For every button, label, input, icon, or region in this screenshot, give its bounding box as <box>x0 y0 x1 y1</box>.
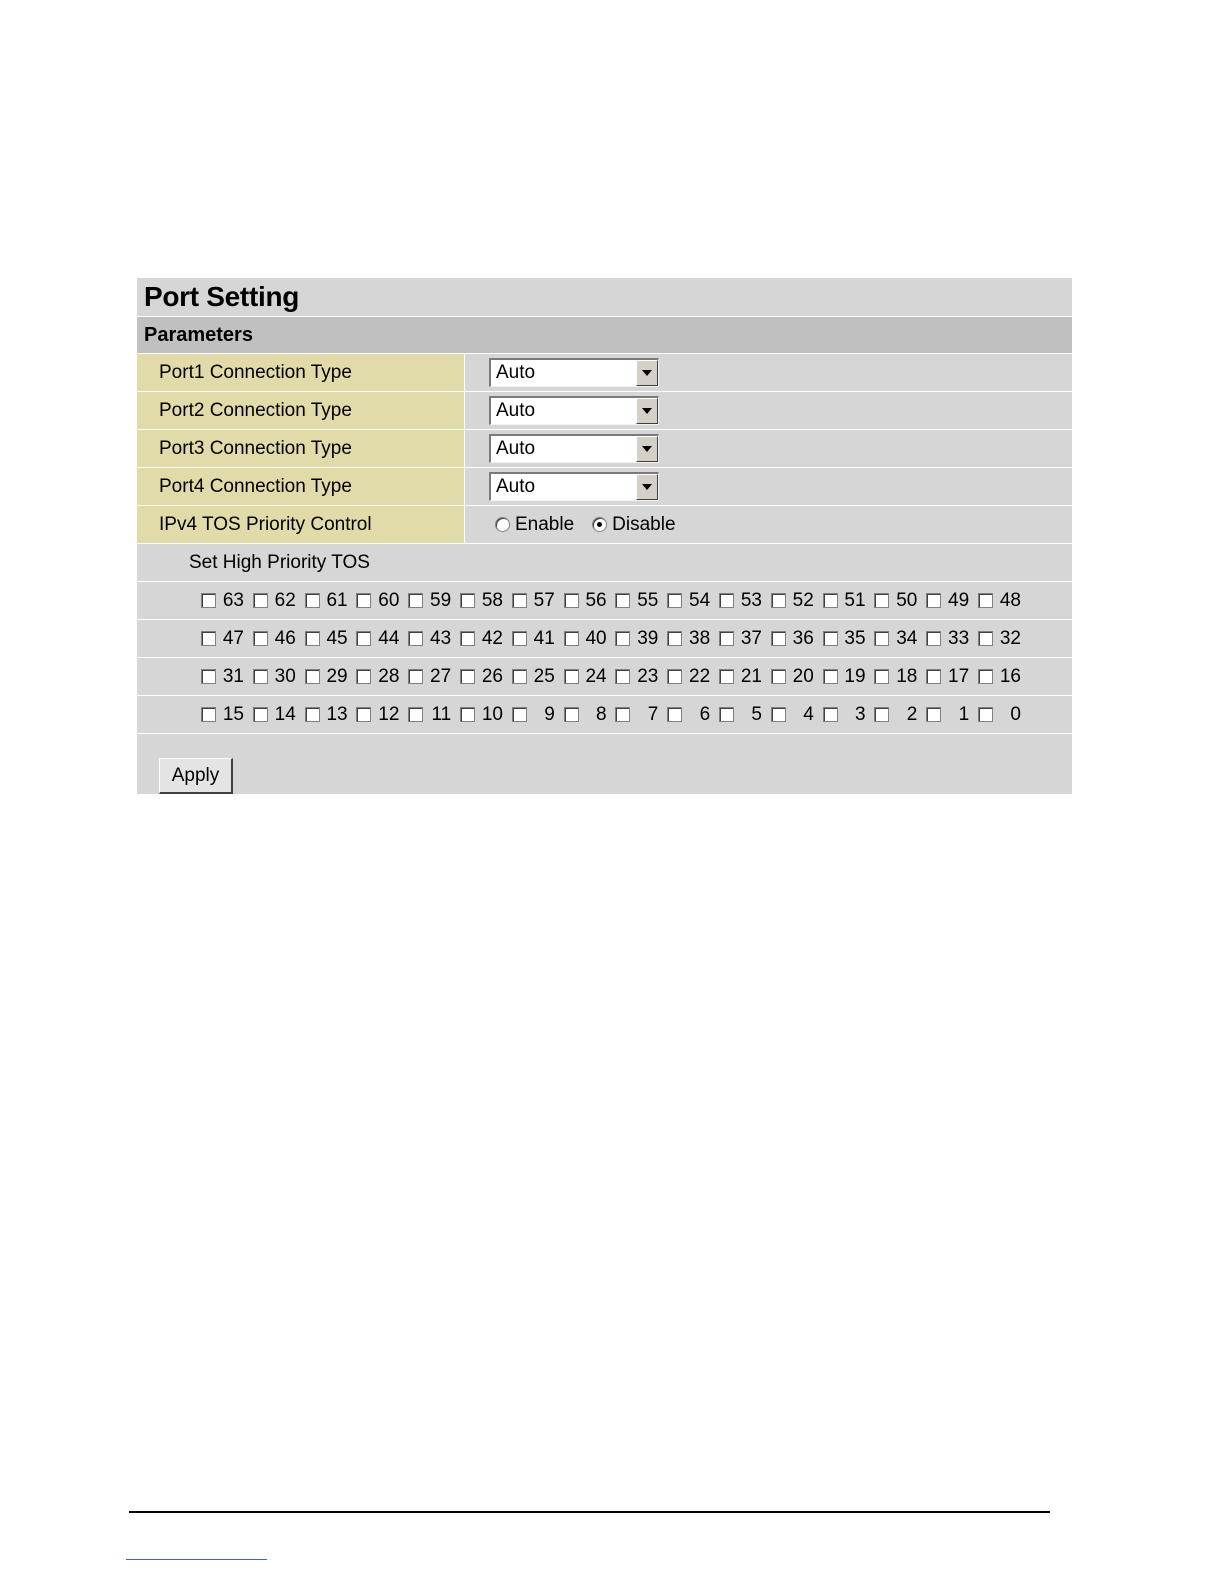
tos-checkbox[interactable] <box>926 669 941 684</box>
tos-checkbox[interactable] <box>201 707 216 722</box>
tos-checkbox-grid <box>137 582 1072 734</box>
tos-checkbox[interactable] <box>564 593 579 608</box>
tos-checkbox-label: 30 <box>274 665 296 687</box>
port4-selected-value: Auto <box>496 476 536 497</box>
tos-checkbox-label: 45 <box>326 627 348 649</box>
port2-dropdown-button[interactable] <box>636 398 658 424</box>
tos-checkbox-label: 32 <box>999 627 1021 649</box>
tos-checkbox-row <box>137 620 1072 658</box>
tos-checkbox-item[interactable] <box>564 590 616 612</box>
tos-checkbox-label: 15 <box>222 703 244 725</box>
tos-checkbox-label: 34 <box>896 627 918 649</box>
tos-checkbox-item[interactable] <box>460 666 512 688</box>
apply-area <box>137 734 1072 794</box>
tos-checkbox-label: 2 <box>906 703 918 725</box>
tos-checkbox[interactable] <box>667 707 682 722</box>
tos-checkbox-item[interactable] <box>823 704 875 726</box>
tos-checkbox-label: 49 <box>948 589 970 611</box>
port3-connection-select[interactable] <box>489 434 659 463</box>
tos-checkbox[interactable] <box>874 707 889 722</box>
tos-priority-title-row <box>137 544 1072 582</box>
tos-checkbox-item[interactable] <box>978 590 1030 612</box>
tos-checkbox-item[interactable] <box>408 666 460 688</box>
tos-checkbox-item[interactable] <box>564 628 616 650</box>
tos-checkbox-item[interactable] <box>356 628 408 650</box>
port4-connection-select[interactable] <box>489 472 659 501</box>
tos-checkbox-item[interactable] <box>823 628 875 650</box>
tos-checkbox-label: 46 <box>274 627 296 649</box>
tos-checkbox-item[interactable] <box>926 704 978 726</box>
tos-checkbox[interactable] <box>253 707 268 722</box>
tos-checkbox[interactable] <box>564 707 579 722</box>
tos-checkbox-label: 53 <box>740 589 762 611</box>
radio-enable-circle[interactable] <box>495 517 510 532</box>
tos-checkbox-item[interactable] <box>356 666 408 688</box>
tos-checkbox-label: 61 <box>326 589 348 611</box>
tos-checkbox-label: 17 <box>948 665 970 687</box>
tos-control-value-cell <box>465 506 1072 543</box>
tos-checkbox[interactable] <box>253 593 268 608</box>
tos-checkbox-item[interactable] <box>408 590 460 612</box>
tos-checkbox[interactable] <box>460 593 475 608</box>
apply-button[interactable]: Apply <box>159 758 233 794</box>
port2-selected-value: Auto <box>496 400 536 421</box>
tos-checkbox[interactable] <box>874 593 889 608</box>
tos-checkbox[interactable] <box>305 593 320 608</box>
tos-checkbox[interactable] <box>823 669 838 684</box>
tos-checkbox-label: 55 <box>637 589 659 611</box>
tos-checkbox-item[interactable] <box>253 590 305 612</box>
port4-value-cell <box>465 468 1072 505</box>
tos-checkbox-label: 41 <box>533 627 555 649</box>
tos-checkbox-item[interactable] <box>926 590 978 612</box>
tos-checkbox-label: 16 <box>999 665 1021 687</box>
tos-checkbox-item[interactable] <box>512 590 564 612</box>
tos-checkbox-item[interactable] <box>512 666 564 688</box>
tos-checkbox-item[interactable] <box>667 666 719 688</box>
tos-checkbox[interactable] <box>356 631 371 646</box>
tos-checkbox[interactable] <box>978 707 993 722</box>
tos-checkbox-item[interactable] <box>926 666 978 688</box>
port3-label: Port3 Connection Type <box>137 430 465 467</box>
tos-checkbox[interactable] <box>356 669 371 684</box>
tos-checkbox-item[interactable] <box>615 666 667 688</box>
tos-checkbox-label: 25 <box>533 665 555 687</box>
tos-checkbox-item[interactable] <box>253 628 305 650</box>
port3-selected-value: Auto <box>496 438 536 459</box>
port4-dropdown-button[interactable] <box>636 474 658 500</box>
tos-checkbox-label: 6 <box>699 703 711 725</box>
tos-checkbox-label: 39 <box>637 627 659 649</box>
tos-checkbox-label: 10 <box>481 703 503 725</box>
tos-checkbox[interactable] <box>201 669 216 684</box>
tos-checkbox[interactable] <box>667 631 682 646</box>
tos-checkbox[interactable] <box>564 669 579 684</box>
port1-label: Port1 Connection Type <box>137 354 465 391</box>
radio-disable-label: Disable <box>612 513 676 535</box>
tos-checkbox-item[interactable] <box>667 704 719 726</box>
tos-checkbox-label: 28 <box>378 665 400 687</box>
radio-selected-dot <box>597 522 602 527</box>
tos-checkbox-label: 5 <box>751 703 762 725</box>
radio-disable[interactable] <box>592 514 675 536</box>
tos-checkbox-label: 26 <box>481 665 503 687</box>
tos-checkbox[interactable] <box>615 593 630 608</box>
tos-checkbox-label: 24 <box>585 665 607 687</box>
tos-checkbox-item[interactable] <box>460 590 512 612</box>
tos-checkbox-label: 58 <box>481 589 503 611</box>
port1-dropdown-button[interactable] <box>636 360 658 386</box>
tos-checkbox-label: 47 <box>222 627 244 649</box>
tos-checkbox-label: 36 <box>792 627 814 649</box>
tos-checkbox-label: 23 <box>637 665 659 687</box>
tos-checkbox-item[interactable] <box>201 590 253 612</box>
tos-checkbox-label: 37 <box>740 627 762 649</box>
tos-checkbox-item[interactable] <box>874 666 926 688</box>
tos-checkbox[interactable] <box>926 631 941 646</box>
tos-checkbox[interactable] <box>667 669 682 684</box>
tos-checkbox-item[interactable] <box>408 704 460 726</box>
tos-checkbox[interactable] <box>823 707 838 722</box>
tos-checkbox-item[interactable] <box>978 628 1030 650</box>
tos-checkbox-item[interactable] <box>305 590 357 612</box>
tos-checkbox-label: 51 <box>844 589 866 611</box>
tos-checkbox-item[interactable] <box>253 666 305 688</box>
tos-checkbox-label: 18 <box>896 665 918 687</box>
tos-checkbox[interactable] <box>874 631 889 646</box>
tos-checkbox-item[interactable] <box>356 704 408 726</box>
tos-checkbox-label: 60 <box>378 589 400 611</box>
tos-checkbox-item[interactable] <box>874 590 926 612</box>
tos-checkbox[interactable] <box>615 707 630 722</box>
tos-checkbox[interactable] <box>823 631 838 646</box>
tos-checkbox-item[interactable] <box>512 628 564 650</box>
port3-row <box>137 430 1072 468</box>
port3-value-cell <box>465 430 1072 467</box>
chevron-down-icon <box>642 408 652 414</box>
tos-checkbox-label: 22 <box>689 665 711 687</box>
tos-checkbox[interactable] <box>408 669 423 684</box>
tos-checkbox-label: 44 <box>378 627 400 649</box>
tos-checkbox[interactable] <box>201 593 216 608</box>
tos-checkbox[interactable] <box>978 593 993 608</box>
port4-row <box>137 468 1072 506</box>
tos-checkbox-label: 21 <box>740 665 762 687</box>
tos-checkbox-item[interactable] <box>253 704 305 726</box>
tos-checkbox[interactable] <box>305 707 320 722</box>
tos-checkbox-label: 9 <box>544 703 555 725</box>
tos-checkbox[interactable] <box>926 707 941 722</box>
tos-checkbox-label: 62 <box>274 589 296 611</box>
tos-checkbox-label: 3 <box>854 703 866 725</box>
tos-checkbox-label: 40 <box>585 627 607 649</box>
tos-checkbox-item[interactable] <box>356 590 408 612</box>
tos-checkbox-label: 33 <box>948 627 970 649</box>
tos-checkbox-item[interactable] <box>305 628 357 650</box>
tos-checkbox[interactable] <box>615 669 630 684</box>
footer-divider <box>129 1511 1050 1513</box>
tos-checkbox[interactable] <box>512 707 527 722</box>
tos-checkbox-item[interactable] <box>615 704 667 726</box>
tos-checkbox-item[interactable] <box>771 666 823 688</box>
tos-checkbox-item[interactable] <box>305 704 357 726</box>
tos-checkbox-item[interactable] <box>719 666 771 688</box>
radio-enable-label: Enable <box>515 513 575 535</box>
tos-checkbox[interactable] <box>771 707 786 722</box>
chevron-down-icon <box>642 446 652 452</box>
tos-checkbox-item[interactable] <box>667 590 719 612</box>
tos-checkbox[interactable] <box>978 631 993 646</box>
tos-checkbox[interactable] <box>460 631 475 646</box>
panel-title: Port Setting <box>137 278 1072 317</box>
tos-checkbox-label: 50 <box>896 589 918 611</box>
tos-checkbox-item[interactable] <box>719 704 771 726</box>
port2-connection-select[interactable] <box>489 396 659 425</box>
tos-checkbox[interactable] <box>719 631 734 646</box>
tos-checkbox-label: 19 <box>844 665 866 687</box>
tos-checkbox-label: 14 <box>274 703 296 725</box>
chevron-down-icon <box>642 484 652 490</box>
tos-checkbox[interactable] <box>253 631 268 646</box>
tos-checkbox-label: 4 <box>803 703 814 725</box>
chevron-down-icon <box>642 370 652 376</box>
tos-checkbox-label: 42 <box>481 627 503 649</box>
tos-checkbox-item[interactable] <box>201 666 253 688</box>
port2-label: Port2 Connection Type <box>137 392 465 429</box>
tos-checkbox-item[interactable] <box>564 666 616 688</box>
tos-checkbox-label: 52 <box>792 589 814 611</box>
tos-checkbox-item[interactable] <box>460 704 512 726</box>
tos-checkbox-label: 7 <box>647 703 659 725</box>
port1-row <box>137 354 1072 392</box>
port4-label: Port4 Connection Type <box>137 468 465 505</box>
radio-disable-circle[interactable] <box>592 517 607 532</box>
tos-checkbox-label: 35 <box>844 627 866 649</box>
tos-checkbox[interactable] <box>667 593 682 608</box>
tos-checkbox-item[interactable] <box>305 666 357 688</box>
tos-checkbox[interactable] <box>771 669 786 684</box>
port1-selected-value: Auto <box>496 362 536 383</box>
tos-checkbox-item[interactable] <box>874 628 926 650</box>
tos-checkbox[interactable] <box>512 631 527 646</box>
tos-checkbox-item[interactable] <box>615 590 667 612</box>
tos-checkbox-item[interactable] <box>460 628 512 650</box>
tos-checkbox-item[interactable] <box>978 666 1030 688</box>
tos-checkbox[interactable] <box>356 707 371 722</box>
tos-checkbox[interactable] <box>719 707 734 722</box>
tos-checkbox-label: 63 <box>222 589 244 611</box>
tos-checkbox[interactable] <box>512 669 527 684</box>
tos-checkbox[interactable] <box>305 669 320 684</box>
tos-checkbox[interactable] <box>771 593 786 608</box>
tos-control-row <box>137 506 1072 544</box>
tos-control-label: IPv4 TOS Priority Control <box>137 506 465 543</box>
tos-checkbox[interactable] <box>408 707 423 722</box>
tos-checkbox-item[interactable] <box>823 666 875 688</box>
tos-checkbox[interactable] <box>408 593 423 608</box>
tos-checkbox[interactable] <box>771 631 786 646</box>
tos-checkbox-item[interactable] <box>874 704 926 726</box>
tos-checkbox[interactable] <box>305 631 320 646</box>
tos-checkbox-item[interactable] <box>615 628 667 650</box>
tos-checkbox-label: 38 <box>689 627 711 649</box>
tos-checkbox[interactable] <box>719 593 734 608</box>
section-title-parameters: Parameters <box>137 317 1072 354</box>
tos-checkbox-item[interactable] <box>719 590 771 612</box>
tos-checkbox-label: 0 <box>1010 703 1021 725</box>
tos-checkbox-label: 29 <box>326 665 348 687</box>
tos-checkbox[interactable] <box>460 669 475 684</box>
tos-checkbox-item[interactable] <box>926 628 978 650</box>
tos-checkbox-item[interactable] <box>978 704 1030 726</box>
tos-checkbox[interactable] <box>253 669 268 684</box>
tos-checkbox-item[interactable] <box>512 704 564 726</box>
tos-checkbox-label: 54 <box>689 589 711 611</box>
tos-checkbox[interactable] <box>512 593 527 608</box>
tos-checkbox-item[interactable] <box>771 704 823 726</box>
tos-checkbox-label: 13 <box>326 703 348 725</box>
tos-checkbox-label: 12 <box>378 703 400 725</box>
tos-checkbox-label: 59 <box>430 589 452 611</box>
tos-checkbox[interactable] <box>823 593 838 608</box>
tos-checkbox[interactable] <box>408 631 423 646</box>
footer-link-underline <box>126 1559 267 1560</box>
tos-checkbox-item[interactable] <box>667 628 719 650</box>
port2-row <box>137 392 1072 430</box>
tos-checkbox-label: 20 <box>792 665 814 687</box>
tos-checkbox[interactable] <box>564 631 579 646</box>
tos-checkbox-label: 48 <box>999 589 1021 611</box>
port3-dropdown-button[interactable] <box>636 436 658 462</box>
tos-checkbox-row <box>137 582 1072 620</box>
port-setting-panel <box>137 278 1072 794</box>
tos-checkbox[interactable] <box>926 593 941 608</box>
tos-control-radio-group <box>489 514 694 536</box>
tos-checkbox-label: 56 <box>585 589 607 611</box>
tos-checkbox[interactable] <box>615 631 630 646</box>
tos-checkbox-item[interactable] <box>771 590 823 612</box>
tos-checkbox-label: 31 <box>222 665 244 687</box>
tos-checkbox[interactable] <box>874 669 889 684</box>
tos-priority-title: Set High Priority TOS <box>189 551 370 573</box>
radio-enable[interactable] <box>495 514 574 536</box>
tos-checkbox-row <box>137 696 1072 734</box>
tos-checkbox-item[interactable] <box>719 628 771 650</box>
tos-checkbox[interactable] <box>356 593 371 608</box>
tos-checkbox-label: 27 <box>430 665 452 687</box>
tos-checkbox-label: 57 <box>533 589 555 611</box>
tos-checkbox-label: 11 <box>431 703 452 725</box>
tos-checkbox-item[interactable] <box>771 628 823 650</box>
tos-checkbox-item[interactable] <box>201 704 253 726</box>
tos-checkbox-label: 43 <box>430 627 452 649</box>
tos-checkbox-label: 8 <box>596 703 607 725</box>
tos-checkbox-item[interactable] <box>408 628 460 650</box>
tos-checkbox-item[interactable] <box>201 628 253 650</box>
port1-value-cell <box>465 354 1072 391</box>
tos-checkbox-item[interactable] <box>564 704 616 726</box>
tos-checkbox[interactable] <box>201 631 216 646</box>
tos-checkbox-row <box>137 658 1072 696</box>
tos-checkbox[interactable] <box>460 707 475 722</box>
tos-checkbox-item[interactable] <box>823 590 875 612</box>
tos-checkbox[interactable] <box>719 669 734 684</box>
tos-checkbox[interactable] <box>978 669 993 684</box>
tos-checkbox-label: 1 <box>958 703 970 725</box>
port1-connection-select[interactable] <box>489 358 659 387</box>
port2-value-cell <box>465 392 1072 429</box>
